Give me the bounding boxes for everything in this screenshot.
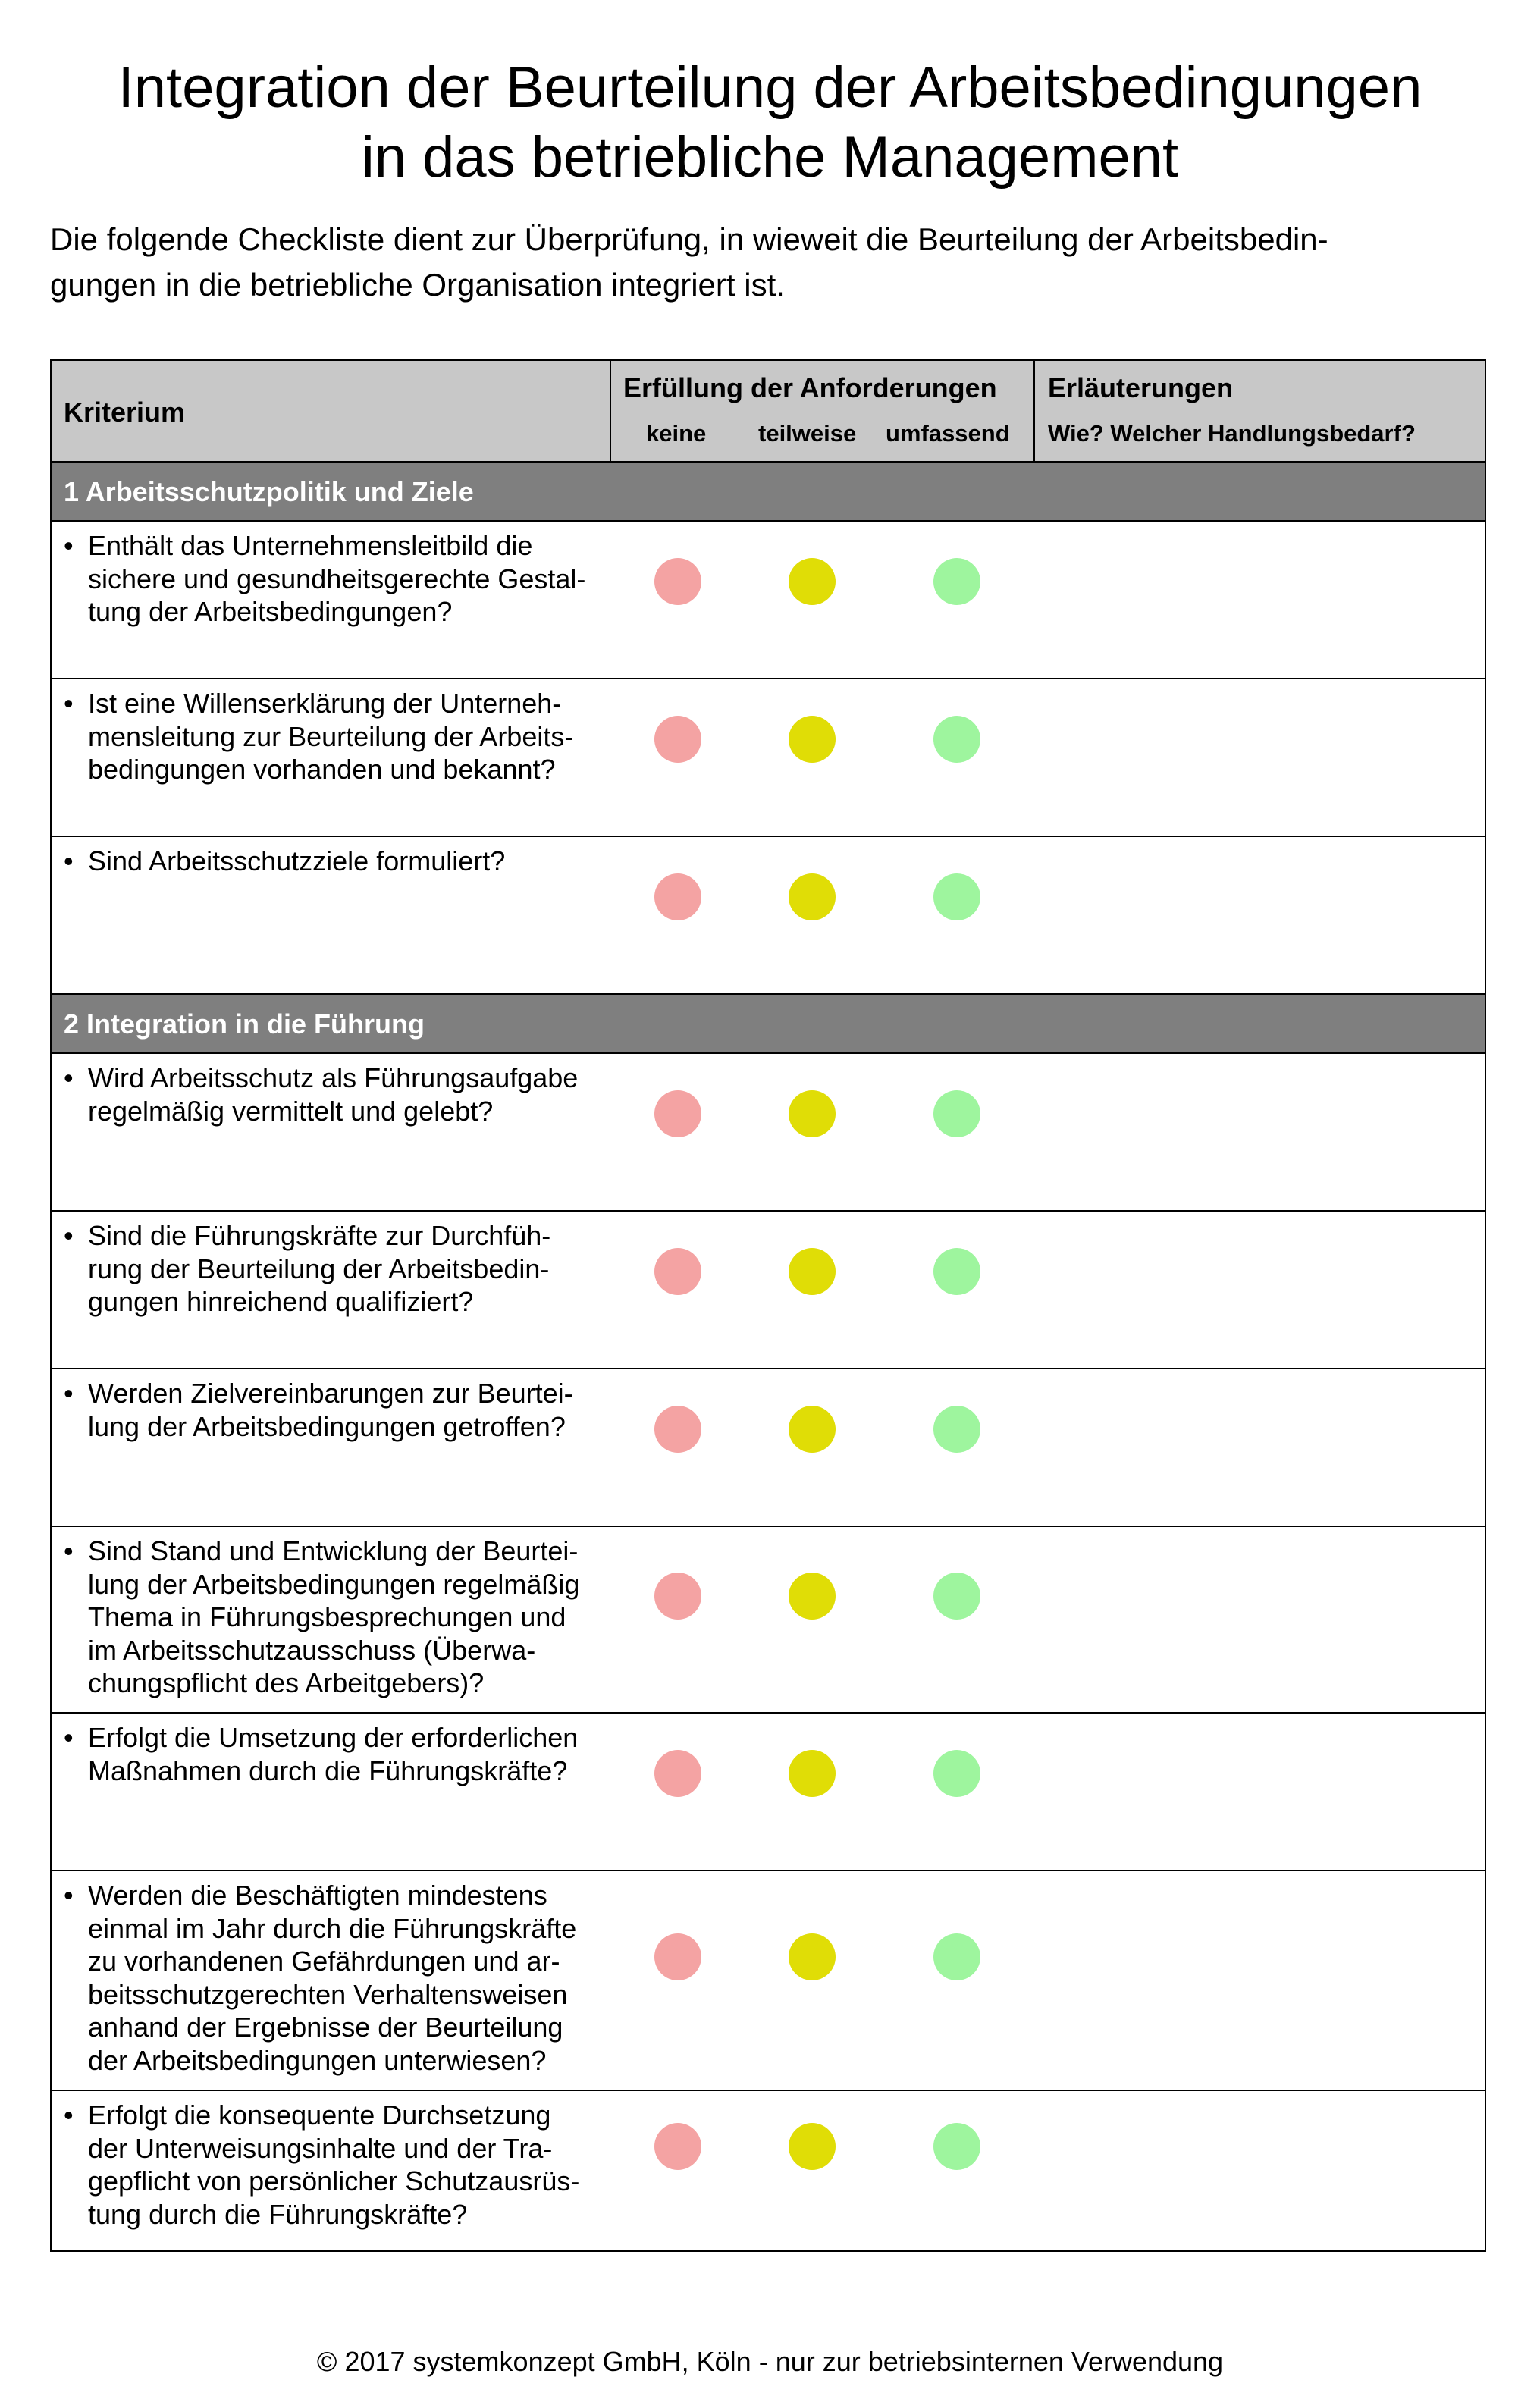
criterion-line: mensleitung zur Beurteilung der Arbeits- — [88, 720, 574, 752]
criterion-text — [88, 2099, 579, 2231]
criterion-line: gepflicht von persönlicher Schutzausrüs- — [88, 2165, 580, 2197]
rating-keine-dot[interactable] — [654, 1090, 701, 1137]
rating-umfassend-dot[interactable] — [933, 2123, 980, 2170]
criterion-text — [88, 1377, 573, 1443]
intro-text — [50, 217, 1491, 308]
bullet: • — [64, 1722, 74, 1753]
header-keine: keine — [646, 420, 707, 447]
rating-teilweise-dot[interactable] — [789, 1573, 836, 1620]
header-divider — [1033, 361, 1035, 461]
table-row — [52, 1212, 1485, 1369]
table-row — [52, 1369, 1485, 1527]
rating-keine-dot[interactable] — [654, 1573, 701, 1620]
rating-keine-dot[interactable] — [654, 1750, 701, 1797]
rating-teilweise-dot[interactable] — [789, 1406, 836, 1453]
rating-keine-dot[interactable] — [654, 1248, 701, 1295]
table-header — [52, 361, 1485, 463]
title-line-1: Integration der Beurteilung der Arbeitsbedingungen — [118, 55, 1422, 120]
criterion-text — [88, 529, 585, 629]
criterion-line: Maßnahmen durch die Führungskräfte? — [88, 1754, 568, 1786]
table-row — [52, 679, 1485, 837]
bullet: • — [64, 1378, 74, 1409]
bullet: • — [64, 688, 74, 719]
criterion-line: tung durch die Führungskräfte? — [88, 2198, 468, 2230]
header-divider — [610, 361, 611, 461]
header-erfuellung: Erfüllung der Anforderungen — [623, 372, 997, 403]
rating-umfassend-dot[interactable] — [933, 558, 980, 605]
criterion-text — [88, 845, 505, 878]
criterion-line: regelmäßig vermittelt und gelebt? — [88, 1095, 494, 1127]
table-row — [52, 837, 1485, 995]
rating-umfassend-dot[interactable] — [933, 716, 980, 763]
intro-line-1: Die folgende Checkliste dient zur Überprüfung, in wieweit die Beurteilung der Arbeitsbedin- — [50, 221, 1328, 257]
rating-umfassend-dot[interactable] — [933, 1248, 980, 1295]
rating-umfassend-dot[interactable] — [933, 873, 980, 920]
rating-teilweise-dot[interactable] — [789, 1933, 836, 1980]
rating-teilweise-dot[interactable] — [789, 873, 836, 920]
rating-keine-dot[interactable] — [654, 2123, 701, 2170]
criterion-line: chungspflicht des Arbeitgebers)? — [88, 1667, 485, 1698]
criterion-line: Sind Stand und Entwicklung der Beurtei- — [88, 1535, 579, 1566]
bullet: • — [64, 2099, 74, 2131]
rating-teilweise-dot[interactable] — [789, 2123, 836, 2170]
criterion-line: Sind die Führungskräfte zur Durchfüh- — [88, 1220, 551, 1251]
bullet: • — [64, 1880, 74, 1911]
header-kriterium: Kriterium — [64, 397, 186, 428]
section-header: 1 Arbeitsschutzpolitik und Ziele — [52, 463, 1485, 522]
header-teilweise: teilweise — [758, 420, 857, 447]
rating-keine-dot[interactable] — [654, 1933, 701, 1980]
criterion-text — [88, 1721, 578, 1787]
intro-line-2: gungen in die betriebliche Organisation integriert ist. — [50, 267, 785, 303]
title-line-2: in das betriebliche Management — [361, 125, 1179, 190]
rating-teilweise-dot[interactable] — [789, 1248, 836, 1295]
rating-umfassend-dot[interactable] — [933, 1750, 980, 1797]
section-header: 2 Integration in die Führung — [52, 995, 1485, 1054]
criterion-line: Ist eine Willenserklärung der Unterneh- — [88, 688, 562, 719]
criterion-line: gungen hinreichend qualifiziert? — [88, 1286, 474, 1317]
bullet: • — [64, 1535, 74, 1566]
criterion-line: Erfolgt die Umsetzung der erforderlichen — [88, 1722, 579, 1753]
rating-umfassend-dot[interactable] — [933, 1573, 980, 1620]
rating-umfassend-dot[interactable] — [933, 1933, 980, 1980]
rating-keine-dot[interactable] — [654, 1406, 701, 1453]
criterion-line: rung der Beurteilung der Arbeitsbedin- — [88, 1253, 550, 1284]
rating-keine-dot[interactable] — [654, 558, 701, 605]
bullet: • — [64, 1062, 74, 1093]
criterion-line: Erfolgt die konsequente Durchsetzung — [88, 2099, 551, 2131]
rating-keine-dot[interactable] — [654, 873, 701, 920]
criterion-line: Sind Arbeitsschutzziele formuliert? — [88, 845, 506, 876]
criterion-line: im Arbeitsschutzausschuss (Überwa- — [88, 1634, 536, 1666]
criterion-line: Enthält das Unternehmensleitbild die — [88, 530, 533, 561]
criterion-line: anhand der Ergebnisse der Beurteilung — [88, 2012, 563, 2043]
header-erlaeuterungen: Erläuterungen — [1048, 372, 1234, 403]
table-row — [52, 1527, 1485, 1714]
table-row — [52, 522, 1485, 679]
footer-copyright: © 2017 systemkonzept GmbH, Köln - nur zur betriebsinternen Verwendung — [316, 2346, 1224, 2377]
criterion-line: Thema in Führungsbesprechungen und — [88, 1601, 566, 1632]
rating-teilweise-dot[interactable] — [789, 716, 836, 763]
criterion-line: bedingungen vorhanden und bekannt? — [88, 754, 556, 785]
header-erlaeuterungen-sub: Wie? Welcher Handlungsbedarf? — [1048, 420, 1416, 447]
criterion-line: tung der Arbeitsbedingungen? — [88, 596, 453, 627]
page-title — [0, 53, 1540, 193]
checklist-table — [50, 359, 1486, 2252]
bullet: • — [64, 845, 74, 876]
criterion-line: Werden Zielvereinbarungen zur Beurtei- — [88, 1378, 573, 1409]
criterion-line: beitsschutzgerechten Verhaltensweisen — [88, 1978, 568, 2010]
bullet: • — [64, 530, 74, 561]
criterion-text — [88, 1219, 550, 1319]
table-row — [52, 1054, 1485, 1212]
table-row — [52, 1871, 1485, 2091]
criterion-line: der Arbeitsbedingungen unterwiesen? — [88, 2044, 547, 2076]
bullet: • — [64, 1220, 74, 1251]
criterion-line: lung der Arbeitsbedingungen getroffen? — [88, 1410, 566, 1442]
rating-teilweise-dot[interactable] — [789, 558, 836, 605]
criterion-line: einmal im Jahr durch die Führungskräfte — [88, 1912, 577, 1944]
criterion-text — [88, 1879, 576, 2077]
criterion-line: zu vorhandenen Gefährdungen und ar- — [88, 1946, 560, 1977]
rating-keine-dot[interactable] — [654, 716, 701, 763]
criterion-text — [88, 1061, 578, 1127]
criterion-line: Wird Arbeitsschutz als Führungsaufgabe — [88, 1062, 579, 1093]
rating-umfassend-dot[interactable] — [933, 1090, 980, 1137]
header-umfassend: umfassend — [886, 420, 1010, 447]
rating-teilweise-dot[interactable] — [789, 1090, 836, 1137]
rating-teilweise-dot[interactable] — [789, 1750, 836, 1797]
rating-umfassend-dot[interactable] — [933, 1406, 980, 1453]
criterion-text — [88, 687, 573, 786]
table-row — [52, 1714, 1485, 1871]
criterion-text — [88, 1535, 579, 1700]
criterion-line: Werden die Beschäftigten mindestens — [88, 1880, 547, 1911]
table-row — [52, 2091, 1485, 2250]
criterion-line: lung der Arbeitsbedingungen regelmäßig — [88, 1568, 580, 1600]
criterion-line: sichere und gesundheitsgerechte Gestal- — [88, 563, 586, 594]
criterion-line: der Unterweisungsinhalte und der Tra- — [88, 2132, 553, 2164]
